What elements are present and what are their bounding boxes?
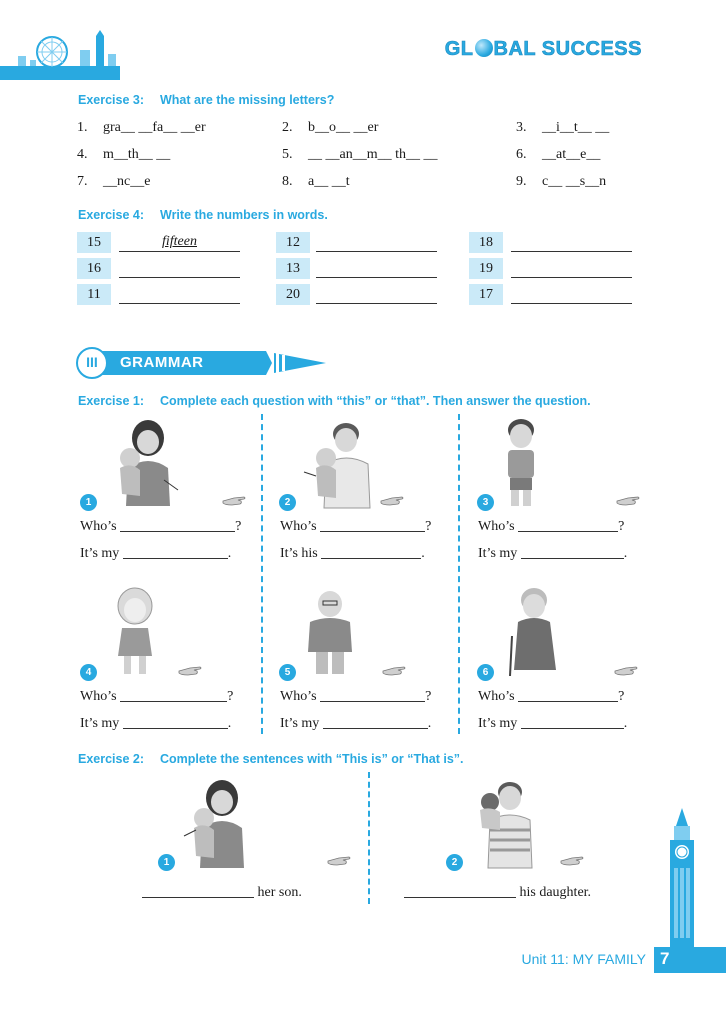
big-ben-tower-decoration [660, 808, 704, 950]
item-text: a__ __t [308, 174, 350, 189]
exercise-title: Complete the sentences with “This is” or “That is”. [160, 752, 464, 766]
answer-period: . [623, 546, 628, 561]
page-number: 7 [660, 949, 670, 968]
answer-prefix: It’s my [280, 716, 320, 731]
number-box: 18 [469, 232, 503, 253]
exercise-title: Write the numbers in words. [160, 208, 328, 222]
answer-prefix: It’s my [478, 546, 518, 561]
question-prefix: Who’s [478, 519, 515, 534]
section-roman-numeral: III [86, 354, 98, 370]
letters-item-7 [77, 174, 150, 190]
item-text: c__ __s__n [542, 174, 607, 189]
father-holding-baby-illustration [302, 418, 378, 510]
pointing-hand-icon [382, 664, 406, 678]
question-mark: ? [618, 689, 625, 704]
answer-prefix: It’s my [80, 546, 120, 561]
item-text: __nc__e [103, 174, 151, 189]
column-divider [458, 414, 460, 734]
grammar-exercise-2-heading [78, 752, 464, 766]
card-number-badge: 2 [279, 494, 296, 511]
exercise-4-heading [78, 208, 328, 222]
boy-illustration [496, 416, 546, 510]
answer-line[interactable] [119, 234, 240, 252]
pointing-hand-icon [616, 494, 640, 508]
question-blank[interactable] [320, 688, 425, 702]
letters-item-2 [282, 120, 378, 136]
item-number: 3. [516, 120, 527, 135]
item-text: __ __an__m__ th__ __ [308, 147, 438, 162]
card-number-badge: 6 [477, 664, 494, 681]
question-blank[interactable] [518, 688, 618, 702]
question-mark: ? [227, 689, 234, 704]
item-text: __at__e__ [542, 147, 601, 162]
answer-blank[interactable] [521, 545, 624, 559]
sentence-line [142, 884, 302, 901]
card-number-badge: 3 [477, 494, 494, 511]
question-prefix: Who’s [80, 519, 117, 534]
number-box: 16 [77, 258, 111, 279]
exercise-number: Exercise 2: [78, 752, 145, 766]
mother-holding-son-illustration [180, 778, 252, 870]
answer-prefix: It’s my [478, 716, 518, 731]
sentence-line [404, 884, 591, 901]
answer-blank[interactable] [323, 715, 428, 729]
item-text: b__o__ __er [308, 120, 379, 135]
pointing-hand-icon [614, 664, 638, 678]
exercise-3-heading [78, 93, 334, 107]
question-blank[interactable] [120, 518, 235, 532]
answer-line[interactable] [316, 286, 437, 304]
letters-item-8 [282, 174, 350, 190]
answer-prefix: It’s his [280, 546, 318, 561]
answer-period: . [227, 546, 232, 561]
column-divider [261, 414, 263, 734]
answer-line[interactable] [511, 260, 632, 278]
pointing-hand-icon [178, 664, 202, 678]
answer-line[interactable] [316, 234, 437, 252]
question-line [280, 688, 431, 705]
pointing-hand-icon [380, 494, 404, 508]
section-title: GRAMMAR [120, 354, 204, 371]
unit-title: Unit 11: MY FAMILY [521, 951, 646, 967]
answer-period: . [427, 716, 432, 731]
answer-period: . [227, 716, 232, 731]
answer-line[interactable] [316, 260, 437, 278]
item-number: 2. [282, 120, 293, 135]
letters-item-1 [77, 120, 206, 136]
exercise-number: Exercise 1: [78, 394, 145, 408]
sentence-ending: her son. [257, 885, 302, 900]
london-skyline-logo [0, 30, 120, 80]
question-line [80, 518, 241, 535]
letters-item-5 [282, 147, 438, 163]
item-number: 8. [282, 174, 293, 189]
item-number: 7. [77, 174, 88, 189]
letters-item-9 [516, 174, 606, 190]
grandmother-illustration [504, 584, 562, 680]
sentence-blank[interactable] [142, 884, 254, 898]
letters-item-4 [77, 147, 170, 163]
brand-text-start: GL [444, 38, 474, 60]
answer-line-text [478, 545, 627, 562]
pointing-hand-icon [560, 854, 584, 868]
card-number-badge: 4 [80, 664, 97, 681]
number-box: 17 [469, 284, 503, 305]
question-line [80, 688, 233, 705]
grandfather-illustration [298, 586, 362, 680]
question-line [478, 688, 624, 705]
brand-text-end: BAL SUCCESS [493, 38, 642, 60]
example-answer: fifteen [162, 234, 197, 249]
item-text: gra__ __fa__ __er [103, 120, 206, 135]
question-prefix: Who’s [280, 689, 317, 704]
answer-blank[interactable] [123, 545, 228, 559]
pointing-hand-icon [222, 494, 246, 508]
question-blank[interactable] [120, 688, 227, 702]
exercise-number: Exercise 3: [78, 93, 145, 107]
pointing-hand-icon [327, 854, 351, 868]
father-holding-daughter-illustration [470, 778, 536, 870]
answer-line[interactable] [511, 286, 632, 304]
brand-logo [445, 38, 642, 61]
question-prefix: Who’s [80, 689, 117, 704]
exercise-title: Complete each question with “this” or “that”. Then answer the question. [160, 394, 591, 408]
answer-prefix: It’s my [80, 716, 120, 731]
question-mark: ? [425, 519, 432, 534]
answer-blank[interactable] [321, 545, 421, 559]
globe-icon [475, 39, 493, 57]
number-box: 12 [276, 232, 310, 253]
number-box: 11 [77, 284, 111, 305]
answer-line-text [280, 545, 425, 562]
question-mark: ? [235, 519, 242, 534]
answer-line-text [80, 715, 231, 732]
answer-period: . [421, 546, 425, 561]
item-number: 5. [282, 147, 293, 162]
answer-line-text [280, 715, 431, 732]
answer-line[interactable] [511, 234, 632, 252]
mother-holding-baby-illustration [108, 418, 182, 510]
girl-illustration [110, 586, 160, 680]
item-number-badge: 1 [158, 854, 175, 871]
grammar-exercise-1-heading [78, 394, 591, 408]
item-text: m__th__ __ [103, 147, 171, 162]
exercise-number: Exercise 4: [78, 208, 145, 222]
answer-line-text [80, 545, 231, 562]
column-divider [368, 772, 370, 904]
item-number: 9. [516, 174, 527, 189]
question-line [478, 518, 624, 535]
question-blank[interactable] [320, 518, 425, 532]
answer-line[interactable] [119, 260, 240, 278]
sentence-ending: his daughter. [519, 885, 592, 900]
item-number-badge: 2 [446, 854, 463, 871]
answer-line[interactable] [119, 286, 240, 304]
question-line [280, 518, 431, 535]
question-blank[interactable] [518, 518, 618, 532]
item-number: 4. [77, 147, 88, 162]
item-number: 1. [77, 120, 88, 135]
question-prefix: Who’s [280, 519, 317, 534]
card-number-badge: 5 [279, 664, 296, 681]
number-box: 19 [469, 258, 503, 279]
sentence-blank[interactable] [404, 884, 516, 898]
number-box: 20 [276, 284, 310, 305]
answer-line-text [478, 715, 627, 732]
exercise-title: What are the missing letters? [160, 93, 335, 107]
letters-item-6 [516, 147, 600, 163]
answer-blank[interactable] [123, 715, 228, 729]
item-text: __i__t__ __ [542, 120, 610, 135]
card-number-badge: 1 [80, 494, 97, 511]
question-mark: ? [618, 519, 625, 534]
number-box: 13 [276, 258, 310, 279]
answer-blank[interactable] [521, 715, 624, 729]
letters-item-3 [516, 120, 609, 136]
item-number: 6. [516, 147, 527, 162]
question-mark: ? [425, 689, 432, 704]
answer-period: . [623, 716, 628, 731]
question-prefix: Who’s [478, 689, 515, 704]
number-box: 15 [77, 232, 111, 253]
